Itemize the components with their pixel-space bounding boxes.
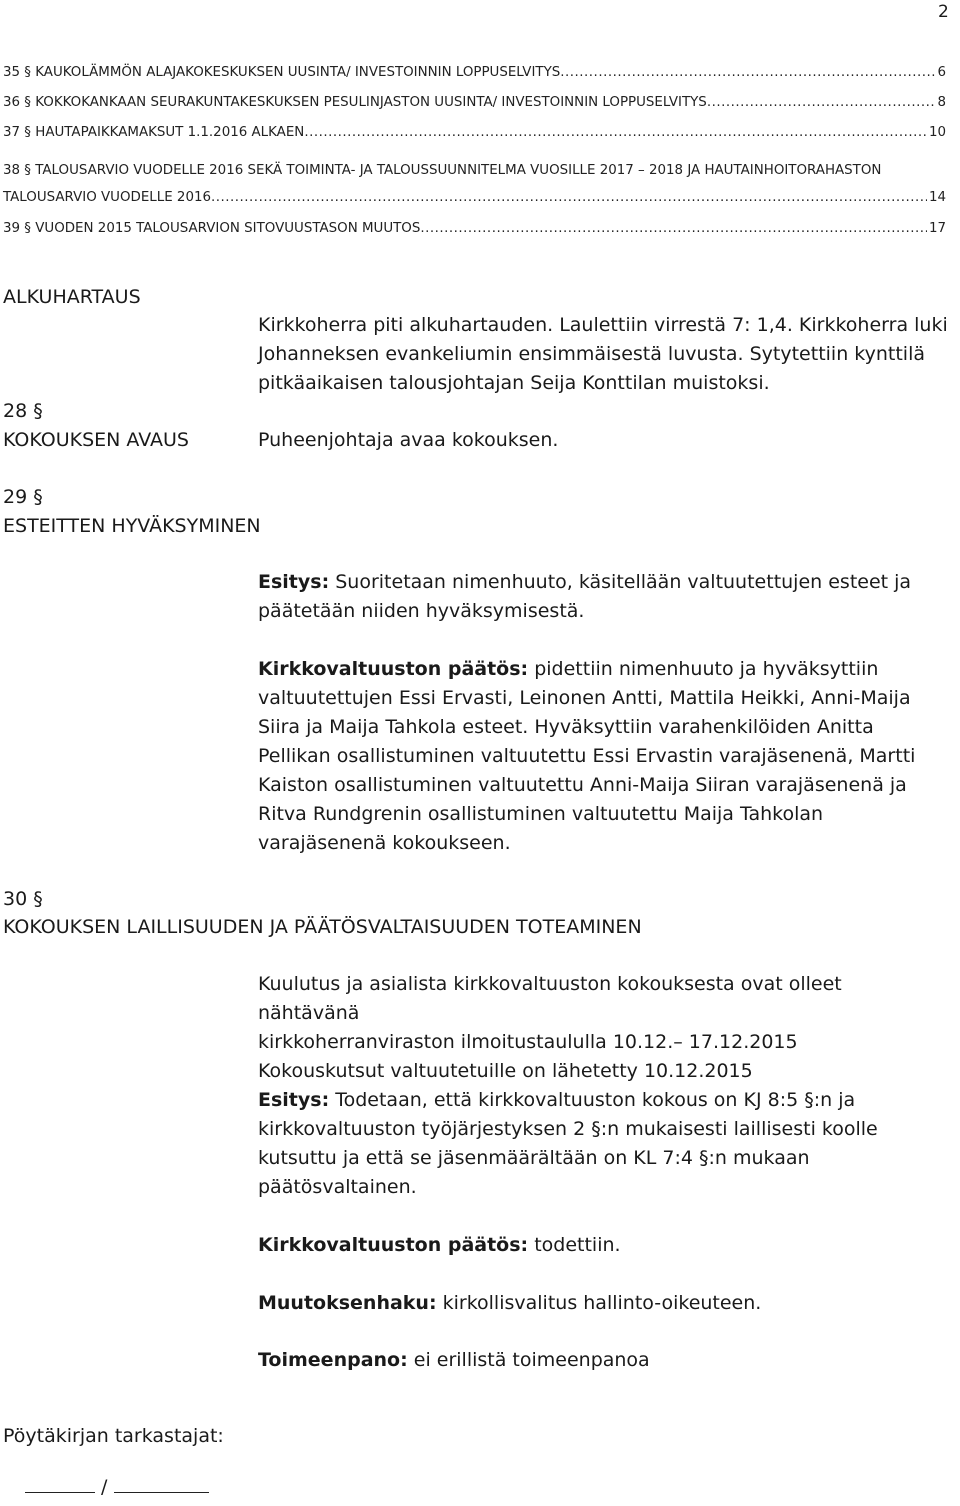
kuulutus-line: kirkkoherranviraston ilmoitustaululla 10.12.– 17.12.2015 — [258, 1031, 798, 1053]
toc-leader — [304, 124, 927, 142]
section-30-heading: KOKOUKSEN LAILLISUUDEN JA PÄÄTÖSVALTAISUUDEN TOTEAMINEN — [3, 916, 642, 938]
esitys-label: Esitys: — [258, 1089, 330, 1111]
toc-leader — [420, 220, 927, 238]
toc-page: 6 — [937, 65, 946, 80]
esitys-text: Suoritetaan nimenhuuto, käsitellään valtuutettujen esteet ja päätetään niiden hyväksymisestä. — [258, 571, 912, 622]
toc-entry-35[interactable] — [3, 64, 946, 82]
alkuhartaus-heading: ALKUHARTAUS — [3, 286, 141, 308]
muutoksenhaku-text: kirkollisvalitus hallinto-oikeuteen. — [442, 1292, 762, 1314]
section-29-paatos — [258, 655, 948, 858]
alkuhartaus-text: Kirkkoherra piti alkuhartauden. Laulettiin virrestä 7: 1,4. Kirkkoherra luki Johanneksen evankeliumin ensimmäisestä luvusta. Sytytettiin kynttilä pitkäaikaisen talousjohtajan Seija Konttilan muistoksi. — [258, 314, 948, 394]
toc-page: 10 — [928, 125, 946, 140]
section-30-muutoksenhaku — [258, 1289, 948, 1318]
toc-entry-37[interactable] — [3, 124, 946, 142]
toc-entry-38[interactable] — [3, 162, 946, 207]
signature-line-left — [25, 1491, 95, 1493]
section-28-heading: KOKOUKSEN AVAUS — [3, 429, 189, 451]
signature-lines — [25, 1476, 209, 1498]
paatos-label: Kirkkovaltuuston päätös: — [258, 1234, 529, 1256]
toc-entry-text: 39 § VUODEN 2015 TALOUSARVION SITOVUUSTASON MUUTOS — [3, 221, 421, 236]
toc-page: 14 — [928, 190, 946, 205]
section-30-number: 30 § — [3, 888, 43, 910]
toc-entry-39[interactable] — [3, 220, 946, 238]
toc-entry-text: 35 § KAUKOLÄMMÖN ALAJAKOKESKUKSEN UUSINTA/ INVESTOINNIN LOPPUSELVITYS — [3, 65, 561, 80]
muutoksenhaku-label: Muutoksenhaku: — [258, 1292, 437, 1314]
signature-line-right — [114, 1491, 209, 1493]
section-30-esitys — [258, 1086, 948, 1202]
esitys-label: Esitys: — [258, 571, 330, 593]
kuulutus-line: Kuulutus ja asialista kirkkovaltuuston kokouksesta ovat olleet nähtävänä — [258, 973, 842, 1024]
kuulutus-line: Kokouskutsut valtuutetuille on lähetetty 10.12.2015 — [258, 1060, 753, 1082]
section-28-text: Puheenjohtaja avaa kokouksen. — [258, 429, 559, 451]
section-30-kuulutus — [258, 970, 948, 1086]
toc-leader — [560, 64, 935, 82]
section-29-esitys — [258, 568, 948, 626]
toc-page: 17 — [928, 221, 946, 236]
toc-entry-text: 36 § KOKKOKANKAAN SEURAKUNTAKESKUKSEN PESULINJASTON UUSINTA/ INVESTOINNIN LOPPUSELVITYS — [3, 95, 707, 110]
tarkastajat-label: Pöytäkirjan tarkastajat: — [3, 1425, 224, 1447]
page-number: 2 — [938, 2, 949, 22]
toimeenpano-text: ei erillistä toimeenpanoa — [413, 1349, 650, 1371]
toimeenpano-label: Toimeenpano: — [258, 1349, 408, 1371]
toc-entry-text: 37 § HAUTAPAIKKAMAKSUT 1.1.2016 ALKAEN — [3, 125, 305, 140]
section-28-number: 28 § — [3, 400, 43, 422]
toc-entry-36[interactable] — [3, 94, 946, 112]
toc-entry-text-line2: TALOUSARVIO VUODELLE 2016 — [3, 190, 211, 205]
toc-leader — [211, 189, 927, 207]
esitys-text: Todetaan, että kirkkovaltuuston kokous on KJ 8:5 §:n ja kirkkovaltuuston työjärjestyksen 2 §:n mukaisesti laillisesti koolle kutsuttu ja että se jäsenmäärältään on KL 7:4 §:n mukaan päätösvaltainen. — [258, 1089, 878, 1198]
section-30-toimeenpano — [258, 1346, 948, 1375]
paatos-label: Kirkkovaltuuston päätös: — [258, 658, 529, 680]
section-29-number: 29 § — [3, 486, 43, 508]
toc-leader — [707, 94, 936, 112]
section-30-paatos — [258, 1231, 948, 1260]
toc-entry-text-line1: 38 § TALOUSARVIO VUODELLE 2016 SEKÄ TOIMINTA- JA TALOUSSUUNNITELMA VUOSILLE 2017 – 2018 JA HAUTAINHOITORAHASTON — [3, 163, 882, 178]
toc-page: 8 — [937, 95, 946, 110]
section-29-heading: ESTEITTEN HYVÄKSYMINEN — [3, 515, 261, 537]
paatos-text: todettiin. — [534, 1234, 621, 1256]
paatos-text: pidettiin nimenhuuto ja hyväksyttiin valtuutettujen Essi Ervasti, Leinonen Antti, Mattila Heikki, Anni-Maija Siira ja Maija Tahkola esteet. Hyväksyttiin varahenkilöiden Anitta Pellikan osallistuminen valtuutettu Essi Ervastin varajäsenenä, Martti Kaiston osallistuminen valtuutettu Anni-Maija Siiran varajäsenenä ja Ritva Rundgrenin osallistuminen valtuutettu Maija Tahkolan varajäsenenä kokoukseen. — [258, 658, 916, 854]
signature-separator: / — [101, 1476, 108, 1498]
